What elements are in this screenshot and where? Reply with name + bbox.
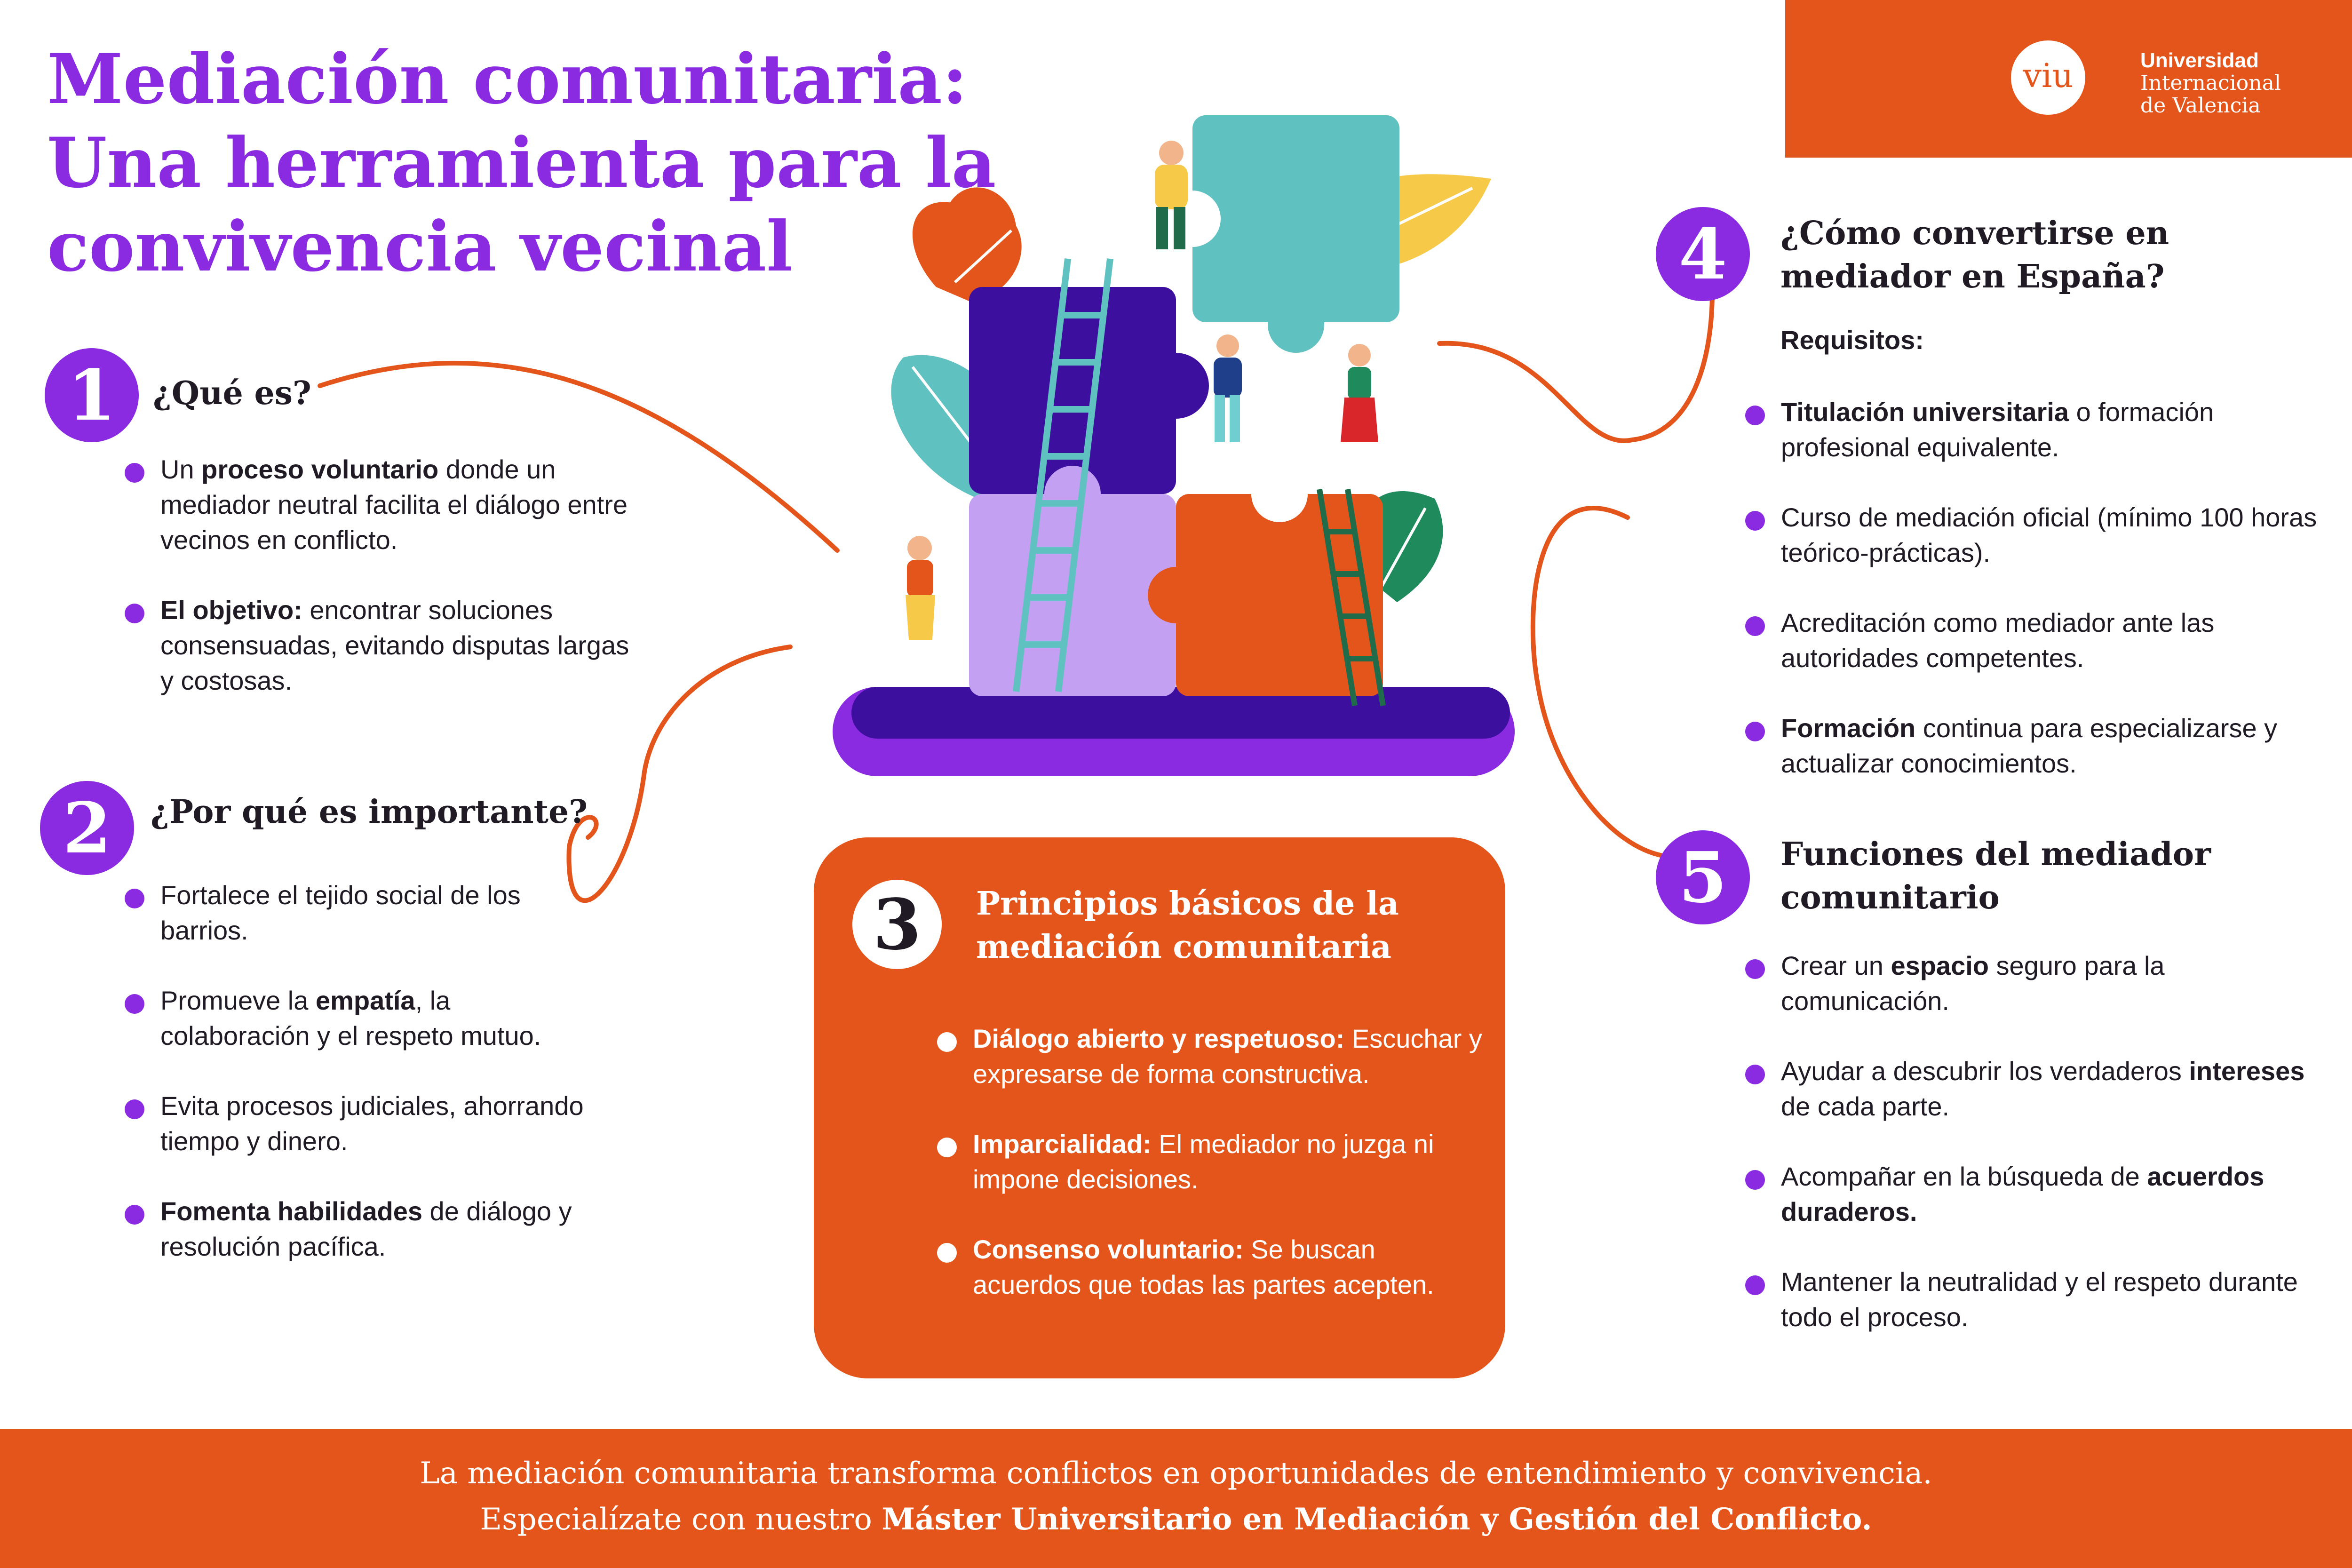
list-item: Promueve la empatía, la colaboración y el respeto mutuo. xyxy=(125,983,604,1053)
list-item: Titulación universitaria o formación profesional equivalente. xyxy=(1745,394,2319,465)
section-3-title: Principios básicos de la mediación comunitaria xyxy=(976,885,1399,966)
leaf-orange-icon xyxy=(913,187,1022,301)
section-2-list xyxy=(125,877,604,1299)
section-5-title: Funciones del mediador comunitario xyxy=(1780,836,2211,916)
footer-line-1: La mediación comunitaria transforma conflictos en oportunidades de entendimiento y convivencia. xyxy=(420,1456,1932,1491)
list-item: Mantener la neutralidad y el respeto durante todo el proceso. xyxy=(1745,1264,2310,1335)
person-right-icon xyxy=(1341,344,1378,442)
list-item: Imparcialidad: El mediador no juzga ni impone decisiones. xyxy=(937,1126,1483,1197)
section-5-badge: 5 xyxy=(1656,830,1750,924)
list-item: Acreditación como mediador ante las autoridades competentes. xyxy=(1745,605,2319,676)
section-1-badge: 1 xyxy=(45,348,139,442)
section-4-subtitle: Requisitos: xyxy=(1780,325,1924,355)
section-1-title: ¿Qué es? xyxy=(153,374,311,412)
list-item: Diálogo abierto y respetuoso: Escuchar y expresarse de forma constructiva. xyxy=(937,1021,1483,1091)
puzzle-illustration xyxy=(814,103,1538,790)
university-name xyxy=(2140,49,2281,117)
section-4-title: ¿Cómo convertirse en mediador en España? xyxy=(1780,215,2169,295)
logo-line-2: Internacional xyxy=(2140,71,2281,95)
section-5-list xyxy=(1745,948,2310,1369)
footer-text xyxy=(0,1450,2352,1543)
list-item: Fomenta habilidades de diálogo y resolución pacífica. xyxy=(125,1194,604,1264)
list-item: El objetivo: encontrar soluciones consensuadas, evitando disputas largas y costosas. xyxy=(125,592,633,698)
section-4-badge: 4 xyxy=(1656,207,1750,301)
logo-banner[interactable] xyxy=(1785,0,2352,158)
person-left-icon xyxy=(906,536,935,640)
list-item: Ayudar a descubrir los verdaderos intereses de cada parte. xyxy=(1745,1053,2310,1124)
list-item: Evita procesos judiciales, ahorrando tiempo y dinero. xyxy=(125,1088,604,1159)
section-3-badge: 3 xyxy=(852,880,942,969)
principles-box xyxy=(814,837,1505,1378)
list-item: Acompañar en la búsqueda de acuerdos duraderos. xyxy=(1745,1159,2310,1229)
logo-line-1: Universidad xyxy=(2140,49,2259,72)
section-3-list xyxy=(937,1021,1483,1337)
puzzle-piece-teal xyxy=(1192,115,1399,322)
list-item: Crear un espacio seguro para la comunicación. xyxy=(1745,948,2310,1019)
section-2-title: ¿Por qué es importante? xyxy=(151,793,588,831)
list-item: Fortalece el tejido social de los barrios. xyxy=(125,877,604,948)
master-program-link[interactable]: Máster Universitario en Mediación y Gestión del Conflicto. xyxy=(882,1502,1872,1537)
logo-line-3: de Valencia xyxy=(2140,94,2261,118)
footer-banner xyxy=(0,1429,2352,1568)
list-item: Formación continua para especializarse y actualizar conocimientos. xyxy=(1745,710,2319,781)
viu-logo-mark: viu xyxy=(2011,40,2085,115)
person-middle-icon xyxy=(1214,334,1242,442)
section-1-list xyxy=(125,452,633,733)
footer-line-2: Especialízate con nuestro Máster Universitario en Mediación y Gestión del Conflicto. xyxy=(480,1502,1872,1537)
list-item: Consenso voluntario: Se buscan acuerdos que todas las partes acepten. xyxy=(937,1232,1483,1302)
page-title: Mediación comunitaria: Una herramienta para la convivencia vecinal xyxy=(47,39,996,287)
list-item: Curso de mediación oficial (mínimo 100 horas teórico-prácticas). xyxy=(1745,500,2319,570)
section-2-badge: 2 xyxy=(40,781,134,875)
section-4-list xyxy=(1745,394,2319,816)
list-item: Un proceso voluntario donde un mediador neutral facilita el diálogo entre vecinos en conflicto. xyxy=(125,452,633,557)
